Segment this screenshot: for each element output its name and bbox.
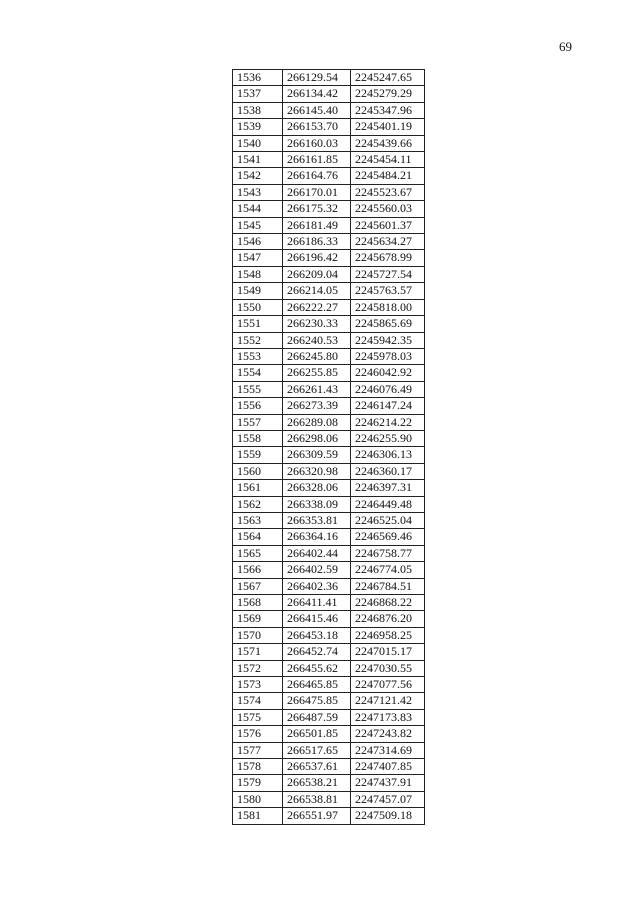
point-number-cell: 1566	[233, 562, 283, 578]
table-row	[233, 660, 425, 676]
point-number-cell: 1541	[233, 152, 283, 168]
point-number-cell: 1540	[233, 135, 283, 151]
x-coordinate-cell: 266255.85	[283, 365, 351, 381]
point-number-cell: 1568	[233, 595, 283, 611]
x-coordinate-cell: 266353.81	[283, 512, 351, 528]
point-number-cell: 1578	[233, 759, 283, 775]
table-row	[233, 266, 425, 282]
table-row	[233, 808, 425, 824]
x-coordinate-cell: 266551.97	[283, 808, 351, 824]
x-coordinate-cell: 266455.62	[283, 660, 351, 676]
point-number-cell: 1558	[233, 430, 283, 446]
y-coordinate-cell: 2246255.90	[351, 430, 425, 446]
x-coordinate-cell: 266240.53	[283, 332, 351, 348]
table-row	[233, 562, 425, 578]
point-number-cell: 1550	[233, 299, 283, 315]
y-coordinate-cell: 2246147.24	[351, 398, 425, 414]
point-number-cell: 1554	[233, 365, 283, 381]
x-coordinate-cell: 266129.54	[283, 70, 351, 86]
table-row	[233, 119, 425, 135]
table-row	[233, 348, 425, 364]
table-row	[233, 316, 425, 332]
x-coordinate-cell: 266402.36	[283, 578, 351, 594]
y-coordinate-cell: 2247030.55	[351, 660, 425, 676]
y-coordinate-cell: 2245401.19	[351, 119, 425, 135]
x-coordinate-cell: 266364.16	[283, 529, 351, 545]
x-coordinate-cell: 266164.76	[283, 168, 351, 184]
point-number-cell: 1571	[233, 644, 283, 660]
x-coordinate-cell: 266411.41	[283, 595, 351, 611]
point-number-cell: 1545	[233, 217, 283, 233]
x-coordinate-cell: 266320.98	[283, 463, 351, 479]
table-row	[233, 742, 425, 758]
point-number-cell: 1564	[233, 529, 283, 545]
point-number-cell: 1559	[233, 447, 283, 463]
table-row	[233, 480, 425, 496]
y-coordinate-cell: 2247015.17	[351, 644, 425, 660]
table-row	[233, 414, 425, 430]
x-coordinate-cell: 266475.85	[283, 693, 351, 709]
x-coordinate-cell: 266134.42	[283, 86, 351, 102]
x-coordinate-cell: 266453.18	[283, 627, 351, 643]
table-row	[233, 578, 425, 594]
y-coordinate-cell: 2247121.42	[351, 693, 425, 709]
table-row	[233, 529, 425, 545]
y-coordinate-cell: 2245247.65	[351, 70, 425, 86]
table-row	[233, 283, 425, 299]
table-row	[233, 381, 425, 397]
y-coordinate-cell: 2245439.66	[351, 135, 425, 151]
point-number-cell: 1561	[233, 480, 283, 496]
x-coordinate-cell: 266289.08	[283, 414, 351, 430]
x-coordinate-cell: 266309.59	[283, 447, 351, 463]
point-number-cell: 1551	[233, 316, 283, 332]
y-coordinate-cell: 2247509.18	[351, 808, 425, 824]
table-row	[233, 644, 425, 660]
point-number-cell: 1577	[233, 742, 283, 758]
y-coordinate-cell: 2246397.31	[351, 480, 425, 496]
point-number-cell: 1569	[233, 611, 283, 627]
y-coordinate-cell: 2247437.91	[351, 775, 425, 791]
y-coordinate-cell: 2245942.35	[351, 332, 425, 348]
y-coordinate-cell: 2245818.00	[351, 299, 425, 315]
point-number-cell: 1570	[233, 627, 283, 643]
point-number-cell: 1546	[233, 234, 283, 250]
point-number-cell: 1567	[233, 578, 283, 594]
y-coordinate-cell: 2245678.99	[351, 250, 425, 266]
y-coordinate-cell: 2245484.21	[351, 168, 425, 184]
y-coordinate-cell: 2246876.20	[351, 611, 425, 627]
x-coordinate-cell: 266538.21	[283, 775, 351, 791]
table-row	[233, 201, 425, 217]
y-coordinate-cell: 2246569.46	[351, 529, 425, 545]
point-number-cell: 1562	[233, 496, 283, 512]
point-number-cell: 1547	[233, 250, 283, 266]
x-coordinate-cell: 266160.03	[283, 135, 351, 151]
x-coordinate-cell: 266230.33	[283, 316, 351, 332]
x-coordinate-cell: 266170.01	[283, 184, 351, 200]
table-row	[233, 250, 425, 266]
table-row	[233, 184, 425, 200]
point-number-cell: 1565	[233, 545, 283, 561]
table-row	[233, 726, 425, 742]
x-coordinate-cell: 266415.46	[283, 611, 351, 627]
point-number-cell: 1572	[233, 660, 283, 676]
table-row	[233, 447, 425, 463]
table-row	[233, 70, 425, 86]
table-row	[233, 759, 425, 775]
y-coordinate-cell: 2246868.22	[351, 595, 425, 611]
x-coordinate-cell: 266145.40	[283, 102, 351, 118]
x-coordinate-cell: 266273.39	[283, 398, 351, 414]
y-coordinate-cell: 2246076.49	[351, 381, 425, 397]
table-row	[233, 430, 425, 446]
y-coordinate-cell: 2246774.05	[351, 562, 425, 578]
table-row	[233, 86, 425, 102]
point-number-cell: 1555	[233, 381, 283, 397]
y-coordinate-cell: 2246306.13	[351, 447, 425, 463]
page-number: 69	[559, 39, 572, 54]
x-coordinate-cell: 266161.85	[283, 152, 351, 168]
table-row	[233, 365, 425, 381]
y-coordinate-cell: 2247243.82	[351, 726, 425, 742]
point-number-cell: 1542	[233, 168, 283, 184]
table-row	[233, 234, 425, 250]
x-coordinate-cell: 266501.85	[283, 726, 351, 742]
x-coordinate-cell: 266209.04	[283, 266, 351, 282]
x-coordinate-cell: 266181.49	[283, 217, 351, 233]
table-row	[233, 168, 425, 184]
point-number-cell: 1543	[233, 184, 283, 200]
y-coordinate-cell: 2247173.83	[351, 709, 425, 725]
table-row	[233, 709, 425, 725]
y-coordinate-cell: 2247077.56	[351, 677, 425, 693]
x-coordinate-cell: 266245.80	[283, 348, 351, 364]
y-coordinate-cell: 2245763.57	[351, 283, 425, 299]
point-number-cell: 1579	[233, 775, 283, 791]
y-coordinate-cell: 2247407.85	[351, 759, 425, 775]
point-number-cell: 1557	[233, 414, 283, 430]
y-coordinate-cell: 2246958.25	[351, 627, 425, 643]
point-number-cell: 1580	[233, 791, 283, 807]
point-number-cell: 1574	[233, 693, 283, 709]
table-row	[233, 496, 425, 512]
y-coordinate-cell: 2245865.69	[351, 316, 425, 332]
y-coordinate-cell: 2245634.27	[351, 234, 425, 250]
table-row	[233, 545, 425, 561]
y-coordinate-cell: 2246758.77	[351, 545, 425, 561]
table-row	[233, 791, 425, 807]
x-coordinate-cell: 266402.44	[283, 545, 351, 561]
table-row	[233, 693, 425, 709]
x-coordinate-cell: 266186.33	[283, 234, 351, 250]
table-row	[233, 135, 425, 151]
point-number-cell: 1573	[233, 677, 283, 693]
y-coordinate-cell: 2245560.03	[351, 201, 425, 217]
point-number-cell: 1538	[233, 102, 283, 118]
x-coordinate-cell: 266222.27	[283, 299, 351, 315]
y-coordinate-cell: 2246042.92	[351, 365, 425, 381]
point-number-cell: 1536	[233, 70, 283, 86]
point-number-cell: 1556	[233, 398, 283, 414]
x-coordinate-cell: 266537.61	[283, 759, 351, 775]
table-row	[233, 512, 425, 528]
coordinates-table	[232, 69, 425, 825]
x-coordinate-cell: 266538.81	[283, 791, 351, 807]
y-coordinate-cell: 2246525.04	[351, 512, 425, 528]
table-row	[233, 398, 425, 414]
table-row	[233, 152, 425, 168]
x-coordinate-cell: 266153.70	[283, 119, 351, 135]
x-coordinate-cell: 266465.85	[283, 677, 351, 693]
y-coordinate-cell: 2247314.69	[351, 742, 425, 758]
x-coordinate-cell: 266261.43	[283, 381, 351, 397]
y-coordinate-cell: 2246214.22	[351, 414, 425, 430]
point-number-cell: 1539	[233, 119, 283, 135]
point-number-cell: 1549	[233, 283, 283, 299]
y-coordinate-cell: 2245727.54	[351, 266, 425, 282]
table-row	[233, 332, 425, 348]
point-number-cell: 1563	[233, 512, 283, 528]
table-row	[233, 217, 425, 233]
y-coordinate-cell: 2245279.29	[351, 86, 425, 102]
table-row	[233, 611, 425, 627]
y-coordinate-cell: 2246360.17	[351, 463, 425, 479]
y-coordinate-cell: 2246784.51	[351, 578, 425, 594]
x-coordinate-cell: 266338.09	[283, 496, 351, 512]
y-coordinate-cell: 2245523.67	[351, 184, 425, 200]
point-number-cell: 1576	[233, 726, 283, 742]
x-coordinate-cell: 266452.74	[283, 644, 351, 660]
point-number-cell: 1560	[233, 463, 283, 479]
y-coordinate-cell: 2245454.11	[351, 152, 425, 168]
y-coordinate-cell: 2245601.37	[351, 217, 425, 233]
table-row	[233, 463, 425, 479]
table-row	[233, 775, 425, 791]
point-number-cell: 1548	[233, 266, 283, 282]
x-coordinate-cell: 266175.32	[283, 201, 351, 217]
x-coordinate-cell: 266328.06	[283, 480, 351, 496]
table-row	[233, 595, 425, 611]
table-row	[233, 677, 425, 693]
point-number-cell: 1575	[233, 709, 283, 725]
point-number-cell: 1537	[233, 86, 283, 102]
table-row	[233, 299, 425, 315]
y-coordinate-cell: 2245978.03	[351, 348, 425, 364]
table-row	[233, 627, 425, 643]
y-coordinate-cell: 2246449.48	[351, 496, 425, 512]
point-number-cell: 1544	[233, 201, 283, 217]
point-number-cell: 1553	[233, 348, 283, 364]
point-number-cell: 1552	[233, 332, 283, 348]
x-coordinate-cell: 266196.42	[283, 250, 351, 266]
x-coordinate-cell: 266517.65	[283, 742, 351, 758]
x-coordinate-cell: 266487.59	[283, 709, 351, 725]
y-coordinate-cell: 2245347.96	[351, 102, 425, 118]
x-coordinate-cell: 266214.05	[283, 283, 351, 299]
y-coordinate-cell: 2247457.07	[351, 791, 425, 807]
point-number-cell: 1581	[233, 808, 283, 824]
table-row	[233, 102, 425, 118]
x-coordinate-cell: 266298.06	[283, 430, 351, 446]
x-coordinate-cell: 266402.59	[283, 562, 351, 578]
coordinates-table-body	[233, 70, 425, 825]
